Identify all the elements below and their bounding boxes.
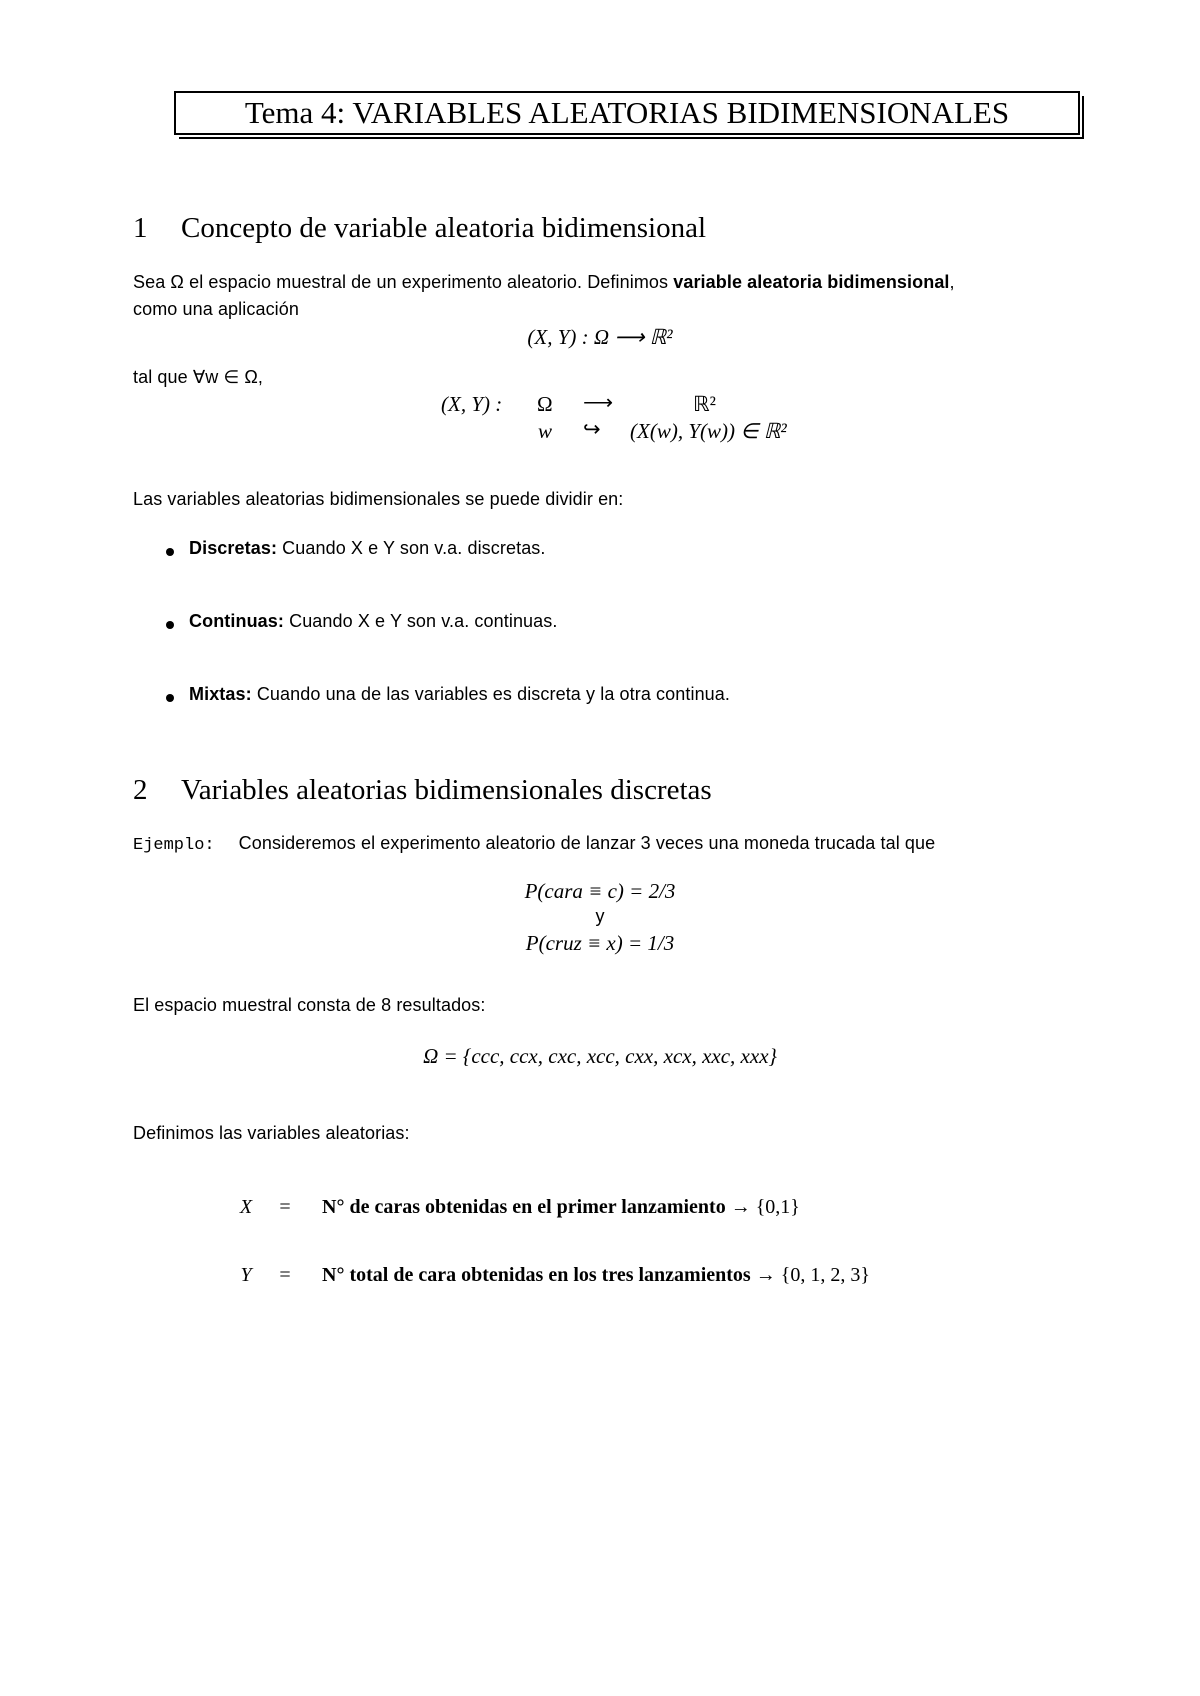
def-x-range: → {0,1} [725, 1196, 800, 1218]
section-2-number: 2 [133, 774, 148, 806]
define-variables-text: Definimos las variables aleatorias: [133, 1123, 410, 1143]
section-1-intro-line2: como una aplicación [133, 299, 300, 319]
bullet-discretas [189, 538, 546, 559]
formula-mapping: (X, Y) : Ω ⟶ ℝ² [527, 325, 673, 349]
bullet-icon [166, 548, 174, 556]
bullet-label: Mixtas: [189, 684, 252, 704]
bullet-text: Cuando una de las variables es discreta y la otra continua. [251, 684, 730, 704]
bullet-text: Cuando X e Y son v.a. discretas. [277, 538, 546, 558]
map-row1-domain: Ω [537, 392, 553, 416]
division-text: Las variables aleatorias bidimensionales se puede dividir en: [133, 489, 624, 509]
section-1-heading [133, 212, 706, 245]
tal-que-text: tal que ∀w ∈ Ω, [133, 367, 263, 387]
section-2-title: Variables aleatorias bidimensionales discretas [181, 774, 712, 806]
page-title [174, 91, 1080, 135]
bullet-label: Continuas: [189, 611, 284, 631]
intro-comma: , [949, 272, 955, 292]
section-1-intro-line1 [133, 272, 955, 293]
section-1-number: 1 [133, 212, 148, 244]
prob-cruz: P(cruz ≡ x) = 1/3 [525, 931, 675, 955]
intro-text: Sea Ω el espacio muestral de un experimento aleatorio. Definimos [133, 272, 674, 292]
prob-and: y [595, 906, 605, 926]
prob-cara: P(cara ≡ c) = 2/3 [524, 879, 676, 903]
map-row1-arrow: ⟶ [583, 390, 614, 414]
bullet-continuas [189, 611, 557, 632]
sample-space-formula: Ω = {ccc, ccx, cxc, xcc, cxx, xcx, xxc, xxx} [423, 1044, 777, 1068]
def-y-equals: = [279, 1264, 291, 1286]
bullet-icon [166, 621, 174, 629]
intro-bold-term: variable aleatoria bidimensional [673, 272, 950, 292]
bullet-icon [166, 694, 174, 702]
example-line [133, 833, 935, 855]
def-x-description [322, 1196, 800, 1219]
def-x-equals: = [279, 1196, 291, 1218]
section-1-title: Concepto de variable aleatoria bidimensional [181, 212, 707, 244]
sample-space-text: El espacio muestral consta de 8 resultados: [133, 995, 486, 1015]
example-label: Ejemplo: [133, 836, 215, 855]
def-y-bold: N° total de cara obtenidas en los tres lanzamientos [322, 1264, 751, 1286]
page-title-text: Tema 4: VARIABLES ALEATORIAS BIDIMENSIONALES [244, 95, 1010, 130]
bullet-mixtas [189, 684, 730, 705]
def-y-description [322, 1264, 870, 1287]
map-row2-arrow: ↪ [583, 417, 601, 441]
def-y-range: → {0, 1, 2, 3} [750, 1264, 870, 1286]
example-text: Consideremos el experimento aleatorio de lanzar 3 veces una moneda trucada tal que [238, 833, 936, 853]
bullet-text: Cuando X e Y son v.a. continuas. [284, 611, 558, 631]
bullet-label: Discretas: [189, 538, 278, 558]
map-row1-codomain: ℝ² [693, 392, 716, 416]
def-y-symbol: Y [240, 1264, 252, 1286]
def-x-symbol: X [239, 1196, 253, 1218]
section-2-heading [133, 774, 712, 807]
map-lhs: (X, Y) : [441, 392, 503, 416]
map-row2-element: w [538, 419, 553, 443]
map-row2-image: (X(w), Y(w)) ∈ ℝ² [630, 419, 787, 443]
def-x-bold: N° de caras obtenidas en el primer lanzamiento [322, 1196, 726, 1218]
